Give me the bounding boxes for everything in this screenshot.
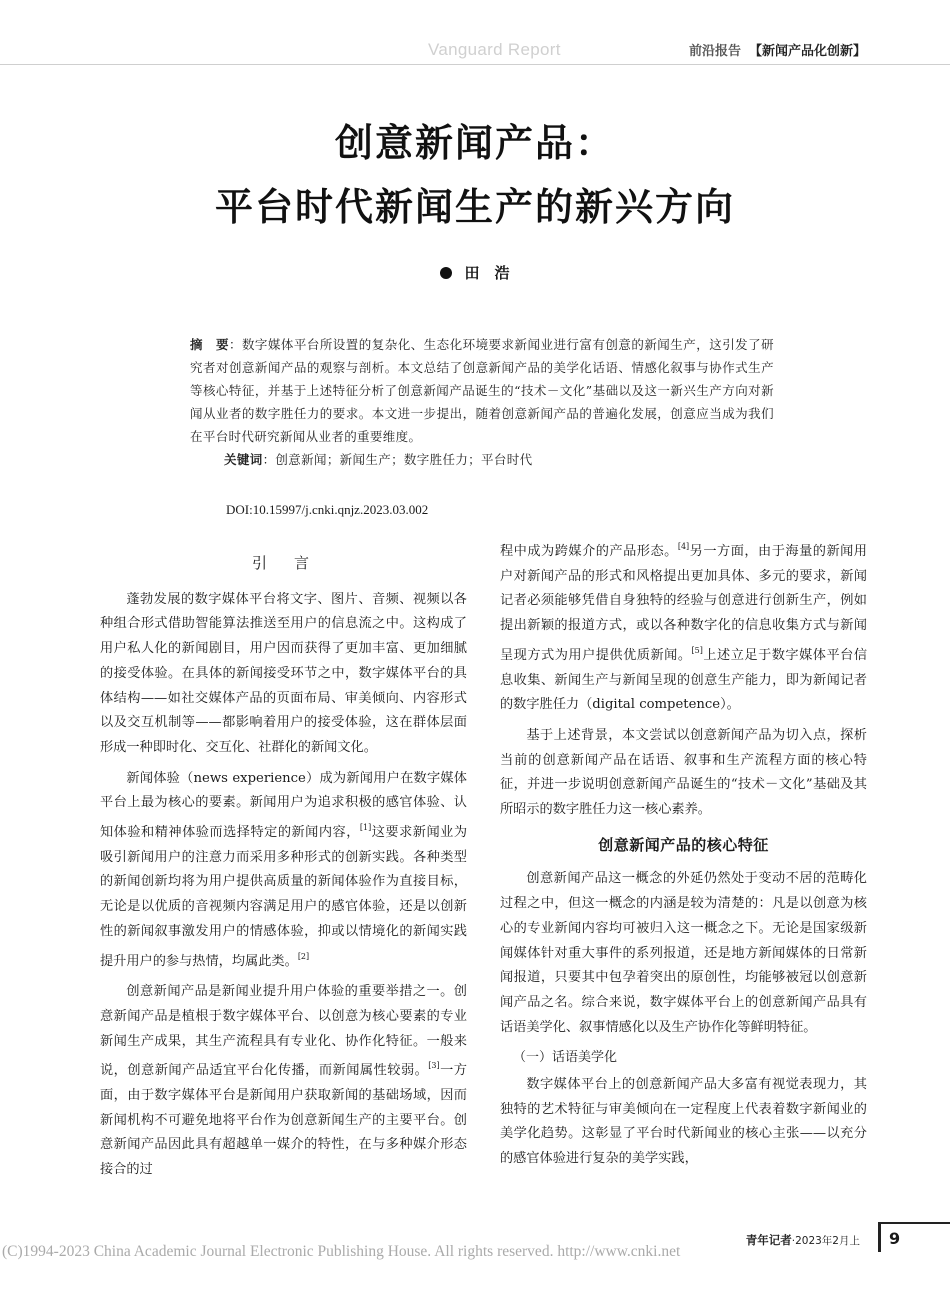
section-heading-core: 创意新闻产品的核心特征 bbox=[598, 835, 769, 854]
abstract-body: 摘 要：数字媒体平台所设置的复杂化、生态化环境要求新闻业进行富有创意的新闻生产，这引发了研究者对创意新闻产品的观察与剖析。本文总结了创意新闻产品的美学化话语、情感化叙事与协作式生产等核心特征，并基于上述特征分析了创意新闻产品诞生的“技术－文化”基础以及这一新兴生产方向对新闻从业者的数字胜任力的要求。本文进一步提出，随着创意新闻产品的普遍化发展，创意应当成为我们在平台时代研究新闻从业者的重要维度。 bbox=[190, 337, 774, 444]
header-tag bbox=[689, 40, 866, 59]
citation-ref: [1] bbox=[359, 823, 372, 833]
author-name: 田 浩 bbox=[464, 264, 510, 282]
keywords: 关键词：创意新闻；新闻生产；数字胜任力；平台时代 bbox=[224, 452, 533, 467]
page-number: 9 bbox=[878, 1222, 950, 1252]
text-run: 创意新闻产品是新闻业提升用户体验的重要举措之一。创意新闻产品是植根于数字媒体平台、以创意为核心要素的专业新闻生产成果，其生产流程具有专业化、协作化特征。一般来说，创意新闻产品适宜平台化传播，而新闻属性较弱。 bbox=[100, 984, 467, 1079]
right-column bbox=[500, 535, 867, 1178]
journal-name: 青年记者 bbox=[745, 1233, 792, 1247]
title-line-2: 平台时代新闻生产的新兴方向 bbox=[214, 185, 735, 229]
text-run: 另一方面，由于海量的新闻用户对新闻产品的形式和风格提出更加具体、多元的要求，新闻记者必须能够凭借自身独特的经验与创意进行创新生产，例如提出新颖的报道方式，或以各种数字化的信息收集方式与新闻呈现方式为用户提供优质新闻。 bbox=[500, 544, 867, 663]
header-watermark: Vanguard Report bbox=[428, 40, 561, 59]
abstract-label: 摘 要 bbox=[190, 337, 229, 352]
keywords-text: 创意新闻；新闻生产；数字胜任力；平台时代 bbox=[275, 452, 533, 467]
header-section: 前沿报告 bbox=[688, 44, 741, 59]
citation-ref: [4] bbox=[677, 542, 690, 551]
section-heading-intro: 引 言 bbox=[251, 554, 315, 572]
paragraph bbox=[100, 980, 467, 1183]
paragraph: 蓬勃发展的数字媒体平台将文字、图片、音频、视频以各种组合形式借助智能算法推送至用户的信息流之中。这构成了用户私人化的新闻剧目，用户因而获得了更加丰富、更加细腻的接受体验。在具体的新闻接受环节之中，数字媒体平台的具体结构——如社交媒体产品的页面布局、审美倾向、内容形式以及交互机制等——都影响着用户的接受体验，这在群体层面形成一种即时化、交互化、社群化的新闻文化。 bbox=[100, 591, 467, 755]
paragraph bbox=[500, 535, 867, 718]
title-line-1: 创意新闻产品： bbox=[334, 121, 615, 165]
footer-journal bbox=[746, 1232, 860, 1248]
abstract bbox=[190, 333, 774, 471]
left-column bbox=[100, 545, 467, 1189]
header-divider bbox=[0, 64, 950, 65]
copyright-notice: (C)1994-2023 China Academic Journal Electronic Publishing House. All rights reserved. http://www.cnki.net bbox=[2, 1243, 681, 1260]
citation-ref: [5] bbox=[691, 645, 703, 655]
header-column: 【新闻产品化创新】 bbox=[748, 44, 866, 59]
journal-issue: ·2023年2月上 bbox=[791, 1235, 860, 1247]
citation-ref: [3] bbox=[428, 1061, 440, 1071]
text-run: 这要求新闻业为吸引新闻用户的注意力而采用多种形式的创新实践。各种类型的新闻创新均将为用户提供高质量的新闻体验作为直接目标，无论是以优质的音视频内容满足用户的感官体验，还是以创新性的新闻叙事激发用户的情感体验，抑或以情境化的新闻实践提升用户的参与热情，均属此类。 bbox=[100, 825, 468, 969]
paragraph bbox=[100, 767, 467, 975]
subheading: （一）话语美学化 bbox=[513, 1050, 618, 1066]
text-run: 新闻体验（news experience）成为新闻用户在数字媒体平台上最为核心的要素。新闻用户为追求积极的感官体验、认知体验和精神体验而选择特定的新闻内容， bbox=[100, 770, 467, 841]
paragraph: 数字媒体平台上的创意新闻产品大多富有视觉表现力，其独特的艺术特征与审美倾向在一定程度上代表着数字新闻业的美学化趋势。这彰显了平台时代新闻业的核心主张——以充分的感官体验进行复杂的美学实践， bbox=[500, 1077, 867, 1167]
doi: DOI:10.15997/j.cnki.qnjz.2023.03.002 bbox=[226, 502, 429, 517]
text-run: 上述立足于数字媒体平台信息收集、新闻生产与新闻呈现的创意生产能力，即为新闻记者的数字胜任力（digital competence）。 bbox=[500, 647, 868, 713]
paragraph: 基于上述背景，本文尝试以创意新闻产品为切入点，探析当前的创意新闻产品在话语、叙事和生产流程方面的核心特征，并进一步说明创意新闻产品诞生的“技术－文化”基础及其所昭示的数字胜任力这一核心素养。 bbox=[500, 727, 867, 818]
citation-ref: [2] bbox=[297, 951, 310, 961]
keywords-label: 关键词 bbox=[224, 452, 263, 467]
abstract-text: 数字媒体平台所设置的复杂化、生态化环境要求新闻业进行富有创意的新闻生产，这引发了研究者对创意新闻产品的观察与剖析。本文总结了创意新闻产品的美学化话语、情感化叙事与协作式生产等核心特征，并基于上述特征分析了创意新闻产品诞生的“技术－文化”基础以及这一新兴生产方向对新闻从业者的数字胜任力的要求。本文进一步提出，随着创意新闻产品的普遍化发展，创意应当成为我们在平台时代研究新闻从业者的重要维度。 bbox=[190, 337, 774, 444]
text-run: 程中成为跨媒介的产品形态。 bbox=[500, 544, 678, 559]
bullet-icon bbox=[440, 267, 452, 279]
text-run: 一方面，由于数字媒体平台是新闻用户获取新闻的基础场域，因而新闻机构不可避免地将平台作为创意新闻生产的主要平台。创意新闻产品因此具有超越单一媒介的特性，在与多种媒介形态接合的过 bbox=[100, 1063, 467, 1178]
paragraph: 创意新闻产品这一概念的外延仍然处于变动不居的范畴化过程之中，但这一概念的内涵是较为清楚的：凡是以创意为核心的专业新闻内容均可被归入这一概念之下。无论是国家级新闻媒体针对重大事件的系列报道，还是地方新闻媒体的日常新闻报道，只要其中包孕着突出的原创性，均能够被冠以创意新闻产品之名。综合来说，数字媒体平台上的创意新闻产品具有话语美学化、叙事情感化以及生产协作化等鲜明特征。 bbox=[500, 871, 867, 1035]
author bbox=[0, 262, 950, 283]
